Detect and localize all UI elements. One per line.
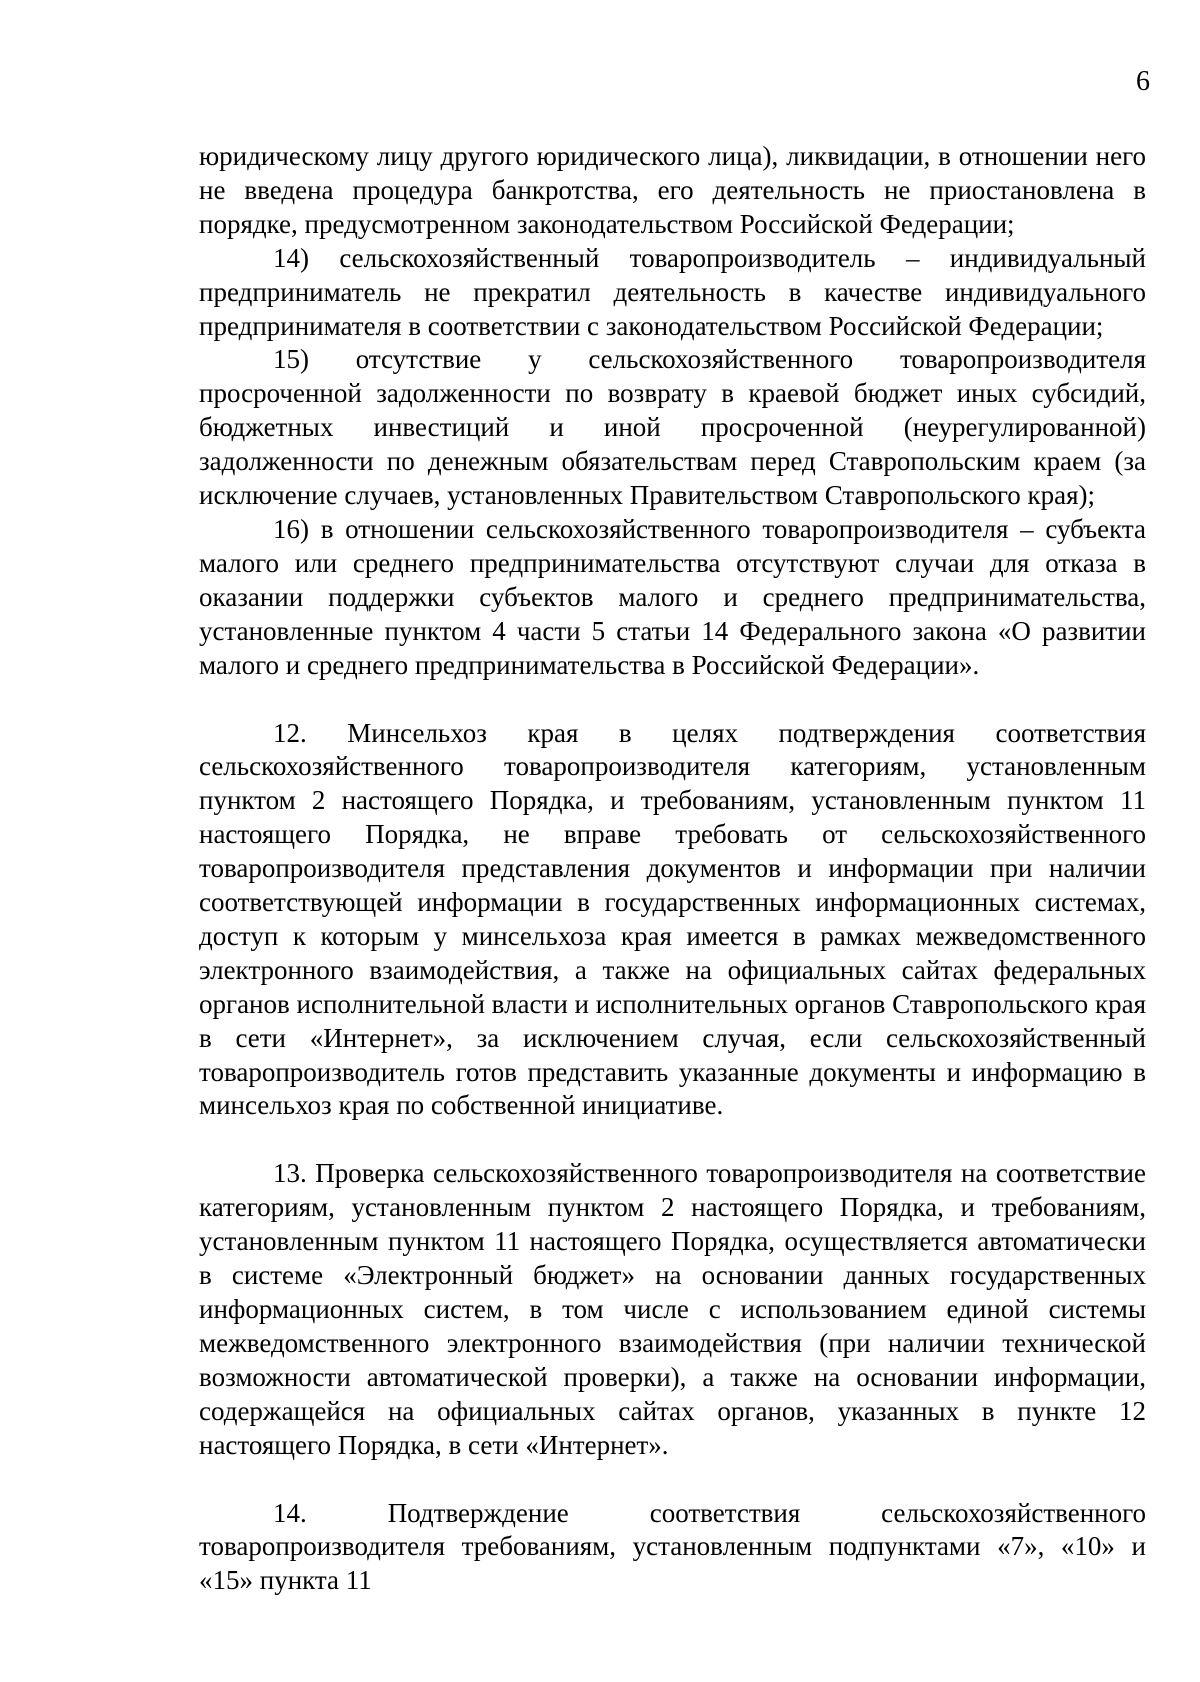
paragraph-item-15: 15) отсутствие у сельскохозяйственного товаропроизводителя просроченной задолженности по возврату в краевой бюджет иных субсидий, бюджетных инвестиций и иной просроченной (неурегулированной) задолженности по денежным обязательствам перед Ставропольским краем (за исключение случаев, установленных Правительством Ставропольского края); [199, 344, 1146, 511]
paragraph-continuation: юридическому лицу другого юридического лица), ликвидации, в отношении него не введена процедура банкротства, его деятельность не приостановлена в порядке, предусмотренном законодательством Российской Федерации; [199, 141, 1146, 239]
paragraph-clause-14: 14. Подтверждение соответствия сельскохозяйственного товаропроизводителя требованиям, установленным подпунктами «7», «10» и «15» пункта 11 [199, 1497, 1146, 1596]
page-number: 6 [1136, 66, 1150, 97]
paragraph-clause-12: 12. Минсельхоз края в целях подтверждения соответствия сельскохозяйственного товаропроизводителя категориям, установленным пунктом 2 настоящего Порядка, и требованиям, установленным пунктом 11 настоящего Порядка, не вправе требовать от сельскохозяйственного товаропроизводителя представления документов и информации при наличии соответствующей информации в государственных информационных системах, доступ к которым у минсельхоза края имеется в рамках межведомственного электронного взаимодействия, а также на официальных сайтах федеральных органов исполнительной власти и исполнительных органов Ставропольского края в сети «Интернет», за исключением случая, если сельскохозяйственный товаропроизводитель готов представить указанные документы и информацию в минсельхоз края по собственной инициативе. [199, 717, 1146, 1121]
paragraph-clause-13: 13. Проверка сельскохозяйственного товаропроизводителя на соответствие категориям, установленным пунктом 2 настоящего Порядка, и требованиям, установленным пунктом 11 настоящего Порядка, осуществляется автоматически в системе «Электронный бюджет» на основании данных государственных информационных систем, в том числе с использованием единой системы межведомственного электронного взаимодействия (при наличии технической возможности автоматической проверки), а также на основании информации, содержащейся на официальных сайтах органов, указанных в пункте 12 настоящего Порядка, в сети «Интернет». [199, 1158, 1146, 1460]
paragraph-item-16: 16) в отношении сельскохозяйственного товаропроизводителя – субъекта малого или среднего предпринимательства отсутствуют случаи для отказа в оказании поддержки субъектов малого и среднего предпринимательства, установленные пунктом 4 части 5 статьи 14 Федерального закона «О развитии малого и среднего предпринимательства в Российской Федерации». [199, 513, 1146, 680]
paragraph-item-14: 14) сельскохозяйственный товаропроизводитель – индивидуальный предприниматель не прекратил деятельность в качестве индивидуального предпринимателя в соответствии с законодательством Российской Федерации; [199, 242, 1146, 341]
document-body [199, 140, 1146, 1598]
